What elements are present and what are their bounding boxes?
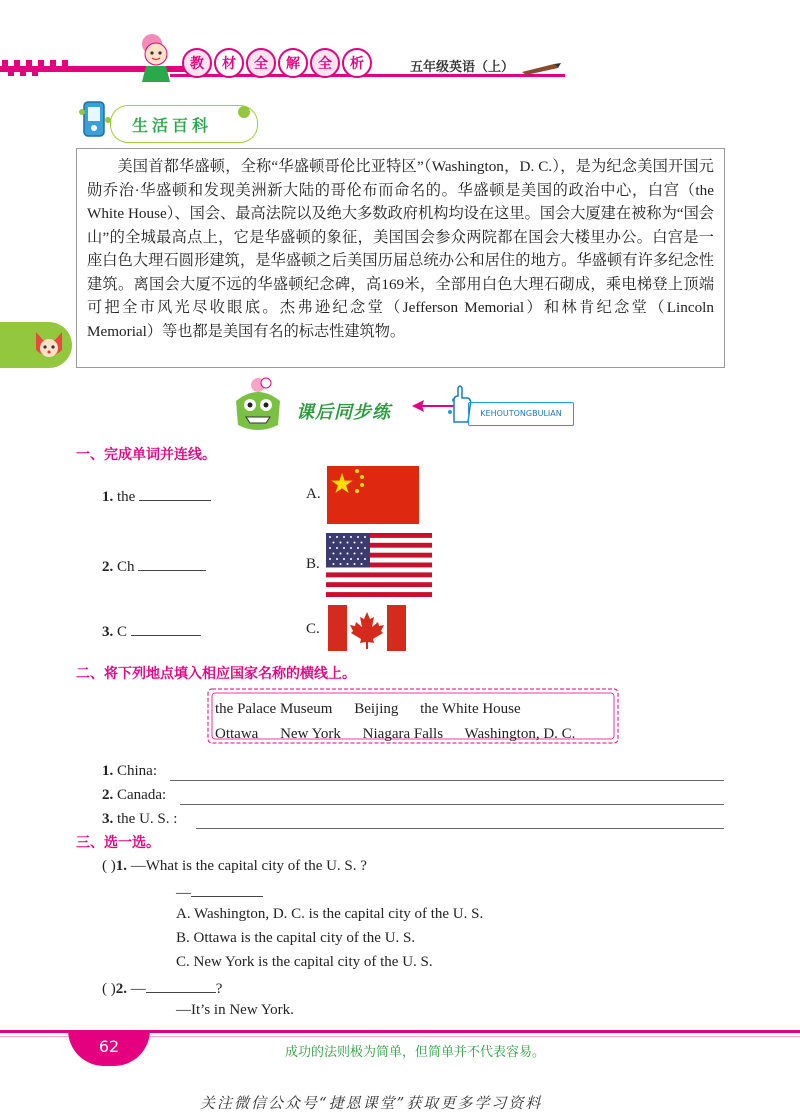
question-1-answer-row	[176, 882, 263, 902]
info-paragraph: 美国首都华盛顿，全称“华盛顿哥伦比亚特区”（Washington，D. C.），是为纪念美国开国元勋乔治·华盛顿和发现美洲新大陆的哥伦布而命名的。华盛顿是美国的政治中心，白宫（the White House）、国会、最高法院以及绝大多数政府机构均设在这里。国会大厦建在被称为“国会山”的全城最高点上，它是华盛顿的象征，美国国会参众两院都在国会大楼里办公。白宫是一座白色大理石圆形建筑，是华盛顿之后美国历届总统办公和居住的地方。华盛顿有许多纪念性建筑。离国会大厦不远的华盛顿纪念碑，高169米，全部用白色大理石砌成，乘电梯登上顶端可把全市风光尽收眼底。杰弗逊纪念堂（Jefferson Memorial）和林肯纪念堂（Lincoln Memorial）等也都是美国有名的标志性建筑物。	[76, 148, 725, 368]
footer-motto: 成功的法则极为简单，但简单并不代表容易。	[285, 1045, 546, 1060]
item-number: 1.	[102, 489, 114, 505]
question-number: 2.	[115, 981, 127, 997]
item-number: 3.	[102, 624, 114, 640]
page-number: 62	[68, 1030, 150, 1066]
girl-mascot-icon	[128, 28, 184, 84]
banner-title: 课后同步练	[296, 402, 391, 423]
header-title-char: 全	[310, 48, 340, 78]
question-text: —What is the capital city of the U. S. ?	[130, 858, 367, 874]
option-a[interactable]: A. Washington, D. C. is the capital city of the U. S.	[176, 906, 484, 922]
item-number: 2.	[102, 559, 114, 575]
watermark-text: 关注微信公众号“捷恩课堂”获取更多学习资料	[200, 1094, 543, 1112]
item-text: the	[117, 489, 136, 505]
header-title-char: 解	[278, 48, 308, 78]
question-2	[102, 978, 222, 998]
section1-item-3	[102, 621, 201, 641]
section1-item-2	[102, 556, 206, 576]
item-number: 3.	[102, 811, 114, 827]
section-tag: 生活百科	[132, 116, 213, 135]
header-title-char: 教	[182, 48, 212, 78]
option-letter-b: B.	[306, 556, 320, 572]
dash: —	[176, 885, 191, 901]
option-letter-c: C.	[306, 621, 320, 637]
answer-blank[interactable]	[146, 978, 216, 993]
pencil-icon	[520, 60, 562, 76]
item-label: the U. S. :	[117, 811, 178, 827]
word-bank-row	[215, 722, 593, 747]
item-label: China:	[117, 763, 157, 779]
header-title-char: 析	[342, 48, 372, 78]
word-chip: the White House	[420, 701, 521, 717]
us-flag-icon	[326, 533, 432, 597]
word-bank	[215, 697, 593, 747]
word-chip: Washington, D. C.	[464, 726, 576, 742]
word-chip: New York	[280, 726, 341, 742]
word-chip: Beijing	[354, 701, 399, 717]
banner-subtitle: KEHOUTONGBULIAN	[468, 402, 574, 426]
section2-item-3	[102, 811, 177, 828]
header-title-char: 全	[246, 48, 276, 78]
canada-flag-icon	[328, 605, 406, 651]
question-1	[102, 858, 367, 875]
phone-icon	[78, 98, 112, 142]
section1-heading: 一、完成单词并连线。	[76, 447, 216, 463]
answer-blank[interactable]	[138, 556, 206, 571]
item-number: 2.	[102, 787, 114, 803]
item-text: C	[117, 624, 128, 640]
answer-line[interactable]	[196, 828, 724, 829]
question-number: 1.	[115, 858, 127, 874]
word-bank-row	[215, 697, 593, 722]
word-chip: Ottawa	[215, 726, 259, 742]
item-text: Ch	[117, 559, 135, 575]
fox-mascot-icon	[32, 326, 66, 364]
answer-line[interactable]	[170, 780, 724, 781]
answer-paren[interactable]: ( )	[102, 858, 116, 874]
section2-heading: 二、将下列地点填入相应国家名称的横线上。	[76, 666, 356, 682]
section1-item-1	[102, 486, 211, 506]
question-2-response: —It’s in New York.	[176, 1002, 294, 1018]
section3-heading: 三、选一选。	[76, 835, 160, 851]
word-chip: Niagara Falls	[362, 726, 444, 742]
option-letter-a: A.	[306, 486, 321, 502]
answer-paren[interactable]: ( )	[102, 981, 116, 997]
header-title	[182, 48, 372, 78]
answer-line[interactable]	[180, 804, 724, 805]
section2-item-1	[102, 763, 157, 780]
option-c[interactable]: C. New York is the capital city of the U. S.	[176, 954, 433, 970]
header-subtitle: 五年级英语（上）	[410, 60, 515, 75]
word-chip: the Palace Museum	[215, 701, 333, 717]
item-label: Canada:	[117, 787, 167, 803]
dash: —	[130, 981, 146, 997]
answer-blank[interactable]	[139, 486, 211, 501]
header-title-char: 材	[214, 48, 244, 78]
answer-blank[interactable]	[131, 621, 201, 636]
option-b[interactable]: B. Ottawa is the capital city of the U. S.	[176, 930, 416, 946]
question-mark: ?	[215, 981, 223, 997]
leaf-icon	[234, 102, 254, 122]
monster-mascot-icon	[228, 375, 292, 435]
china-flag-icon	[327, 466, 419, 524]
item-number: 1.	[102, 763, 114, 779]
section2-item-2	[102, 787, 166, 804]
answer-blank[interactable]	[191, 882, 263, 897]
